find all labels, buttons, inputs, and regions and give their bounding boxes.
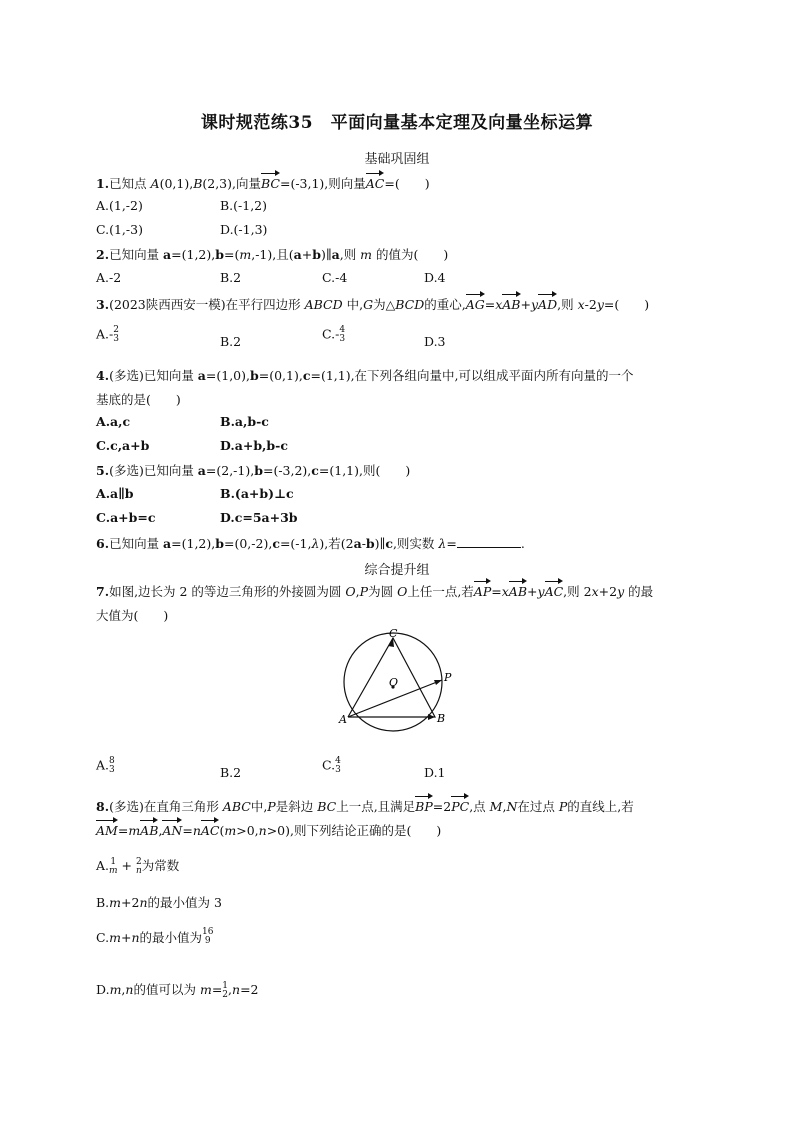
option-a: A.- 2 3 — [96, 325, 119, 344]
option-d: D.3 — [424, 334, 446, 349]
question-text: 已知点 A(0,1),B(2,3),向量BC=(-3,1),则向量AC=( ) — [109, 176, 430, 191]
section-heading-advanced: 综合提升组 — [364, 563, 430, 578]
question-text-line2: 基底的是( ) — [96, 392, 181, 407]
question-8 — [96, 797, 634, 815]
question-2 — [96, 245, 448, 263]
question-text-line2: AM=mAB,AN=nAC(m>0,n>0),则下列结论正确的是( ) — [96, 823, 442, 838]
label-p: P — [444, 671, 452, 684]
option-c: C.-4 — [322, 270, 348, 285]
option-c: C.(1,-3) — [96, 222, 143, 237]
option-b: B.m+2n的最小值为 3 — [96, 895, 222, 910]
arrow-head-icon — [434, 680, 442, 685]
option-a: A.a∥b — [96, 486, 134, 501]
option-b: B.(a+b)⊥c — [220, 486, 294, 501]
option-b: B.2 — [220, 765, 242, 780]
option-a: A.a,c — [96, 414, 131, 429]
option-c: C.- 4 3 — [322, 325, 346, 344]
question-text: 已知向量 a=(1,2),b=(m,-1),且(a+b)∥a,则 m 的值为( ) — [109, 247, 449, 262]
option-a: A.-2 — [96, 270, 122, 285]
question-5 — [96, 461, 410, 479]
circle-triangle-figure — [330, 622, 470, 732]
option-a: A. 1 m + 2 n 为常数 — [96, 856, 180, 876]
question-text-line1: (多选)已知向量 a=(1,0),b=(0,1),c=(1,1),在下列各组向量中,可以组成平面内所有向量的一个 — [109, 368, 634, 383]
option-b: B.2 — [220, 270, 242, 285]
label-b: B — [437, 712, 446, 725]
question-text: 已知向量 a=(1,2),b=(0,-2),c=(-1,λ),若(2a-b)∥c,则实数 λ= — [109, 536, 457, 551]
section-heading-basic: 基础巩固组 — [364, 152, 430, 167]
question-text-line2: 大值为( ) — [96, 608, 169, 623]
question-number: 2. — [96, 247, 110, 262]
question-6 — [96, 534, 525, 552]
question-text-line1: (多选)在直角三角形 ABC中,P是斜边 BC上一点,且满足BP=2PC,点 M,N在过点 P的直线上,若 — [109, 799, 634, 814]
question-number: 3. — [96, 297, 110, 312]
option-b: B.a,b-c — [220, 414, 269, 429]
question-text-line1: 如图,边长为 2 的等边三角形的外接圆为圆 O,P为圆 O上任一点,若AP=xAB+yAC,则 2x+2y 的最 — [109, 584, 654, 599]
option-a: A. 8 3 — [96, 756, 115, 775]
question-number: 4. — [96, 368, 110, 383]
question-number: 6. — [96, 536, 110, 551]
question-number: 7. — [96, 584, 110, 599]
question-1 — [96, 174, 430, 192]
option-d: D.1 — [424, 765, 446, 780]
option-b: B.2 — [220, 334, 242, 349]
option-d: D.m,n的值可以为 m= 1 2 ,n=2 — [96, 980, 259, 1000]
option-a: A.(1,-2) — [96, 198, 143, 213]
option-d: D.c=5a+3b — [220, 510, 298, 525]
question-3 — [96, 295, 649, 313]
option-c: C.c,a+b — [96, 438, 150, 453]
question-4 — [96, 366, 634, 384]
label-c: C — [389, 627, 398, 640]
label-a: A — [339, 713, 347, 726]
question-text: (多选)已知向量 a=(2,-1),b=(-3,2),c=(1,1),则( ) — [109, 463, 411, 478]
question-text: (2023陕西西安一模)在平行四边形 ABCD 中,G为△BCD的重心,AG=xAB+yAD,则 x-2y=( ) — [109, 297, 650, 312]
option-c: C.m+n的最小值为 16 9 — [96, 927, 214, 946]
option-d: D.a+b,b-c — [220, 438, 288, 453]
page-title: 课时规范练35 平面向量基本定理及向量坐标运算 — [200, 113, 594, 133]
option-d: D.(-1,3) — [220, 222, 268, 237]
question-number: 5. — [96, 463, 110, 478]
answer-blank[interactable] — [457, 537, 521, 548]
question-number: 1. — [96, 176, 110, 191]
question-number: 8. — [96, 799, 110, 814]
option-c: C. 4 3 — [322, 756, 341, 775]
label-o: O — [389, 676, 399, 689]
option-c: C.a+b=c — [96, 510, 156, 525]
question-end: . — [520, 536, 525, 551]
question-7 — [96, 582, 653, 600]
option-b: B.(-1,2) — [220, 198, 268, 213]
option-d: D.4 — [424, 270, 446, 285]
